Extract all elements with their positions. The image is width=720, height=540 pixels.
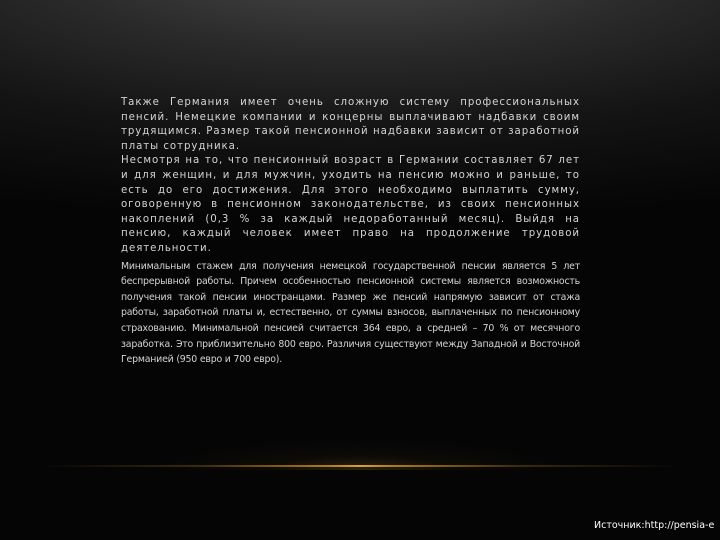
content-text-block [121, 96, 580, 368]
source-caption: Источник:http://pensia-e [594, 520, 715, 531]
paragraph-retirement-age: Несмотря на то, что пенсионный возраст в Германии составляет 67 лет и для женщин, и для мужчин, уходить на пенсию можно и раньше, то есть до его достижения. Для этого необходимо выплатить сумму, оговоренную в пенсионном законодательстве, из своих пенсионных накоплений (0,3 % за каждый недоработанный месяц). Выйдя на пенсию, каждый человек имеет право на продолжение трудовой деятельности. [121, 155, 580, 254]
paragraph-minimum-service: Минимальным стажем для получения немецкой государственной пенсии является 5 лет беспрерывной работы. Причем особенностью пенсионной системы является возможность получения такой пенсии иностранцами. Размер же пенсий напрямую зависит от стажа работы, заработной платы и, естественно, от суммы взносов, выплаченных по пенсионному страхованию. Минимальной пенсией считается 364 евро, а средней – 70 % от месячного заработка. Это приблизительно 800 евро. Различия существуют между Западной и Восточной Германией (950 евро и 700 евро). [121, 260, 580, 366]
paragraph-professional-pensions: Также Германия имеет очень сложную систему профессиональных пенсий. Немецкие компании и концерны выплачивают надбавки своим трудящимся. Размер такой пенсионной надбавки зависит от заработной платы сотрудника. [121, 97, 580, 152]
glow-halo-decoration [160, 420, 560, 470]
golden-divider-line [40, 465, 680, 467]
